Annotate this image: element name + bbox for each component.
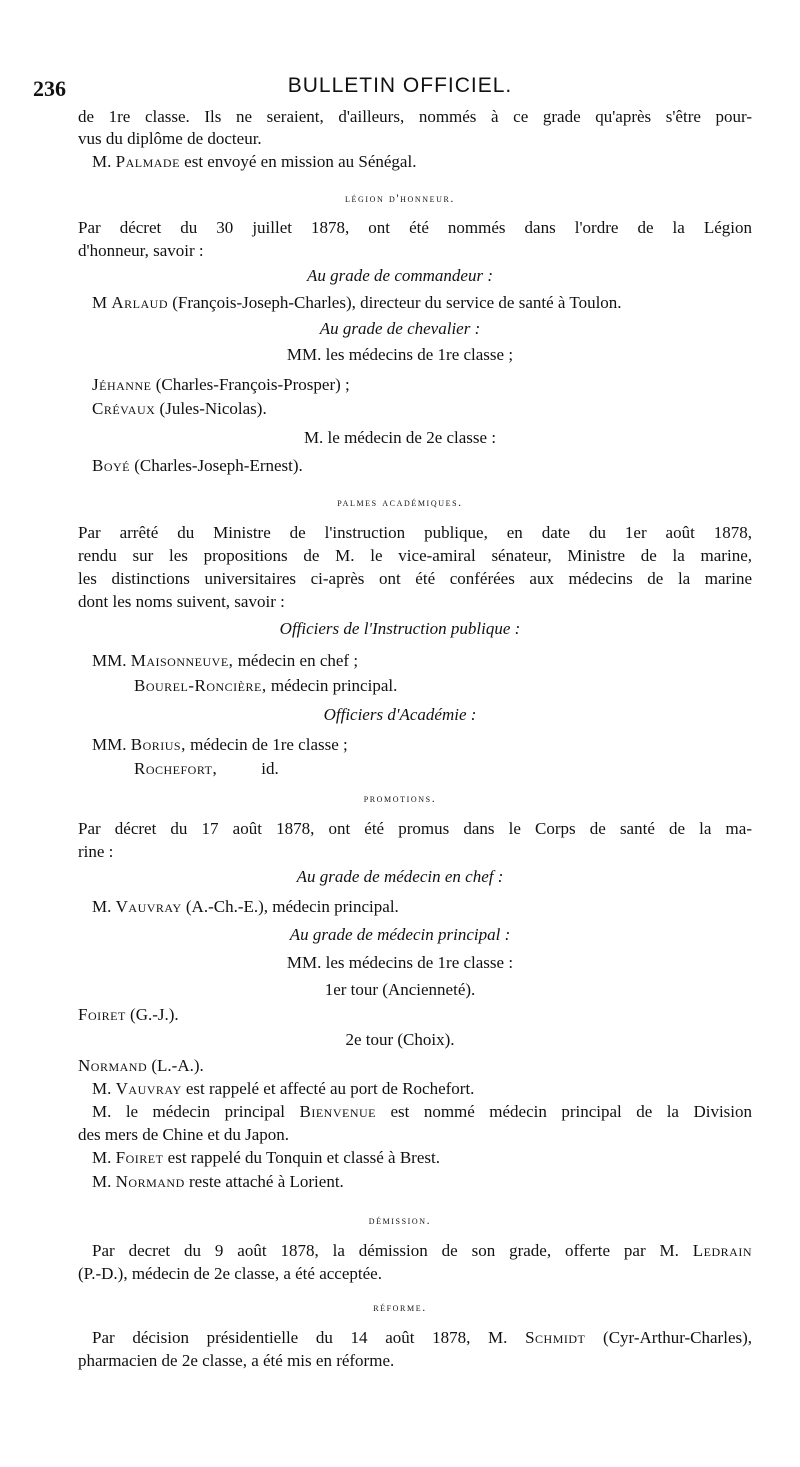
- text-line: Foiret (G.-J.).: [78, 1005, 179, 1024]
- person-name: Bienvenue: [299, 1102, 376, 1121]
- subheading: Officiers de l'Instruction publique :: [279, 619, 521, 638]
- page-title: BULLETIN OFFICIEL.: [287, 74, 513, 97]
- text-line: Jéhanne (Charles-François-Prosper) ;: [92, 375, 350, 394]
- person-name: Boyé: [92, 456, 131, 475]
- text-line: vus du diplôme de docteur.: [78, 129, 262, 148]
- person-name: Normand: [115, 1172, 185, 1191]
- person-name: Maisonneuve,: [130, 651, 234, 670]
- person-name: Foiret: [78, 1005, 126, 1024]
- text-line: Par décret du 30 juillet 1878, ont été nommés dans l'ordre de la Légion: [78, 218, 752, 237]
- person-name: Crévaux: [92, 399, 156, 418]
- subheading: Au grade de commandeur :: [306, 266, 493, 285]
- text-line: M Arlaud (François-Joseph-Charles), directeur du service de santé à Toulon.: [92, 293, 622, 312]
- text-line: MM. Borius, médecin de 1re classe ;: [92, 735, 348, 754]
- section-heading: promotions.: [363, 791, 437, 805]
- text-line: les distinctions universitaires ci-après ont été conférées aux médecins de la marine: [78, 569, 752, 588]
- text-line: rine :: [78, 842, 114, 861]
- subheading: Au grade de médecin principal :: [289, 925, 511, 944]
- text-line: de 1re classe. Ils ne seraient, d'ailleurs, nommés à ce grade qu'après s'être pour-: [78, 107, 752, 126]
- person-name: Normand: [78, 1056, 148, 1075]
- person-name: Jéhanne: [92, 375, 152, 394]
- page-number: 236: [33, 76, 66, 101]
- text-line: Boyé (Charles-Joseph-Ernest).: [92, 456, 303, 475]
- text-line: M. Foiret est rappelé du Tonquin et classé à Brest.: [92, 1148, 440, 1167]
- text-line: d'honneur, savoir :: [78, 241, 204, 260]
- subheading: Au grade de chevalier :: [319, 319, 481, 338]
- section-heading: palmes académiques.: [337, 495, 463, 509]
- text-line: MM. les médecins de 1re classe ;: [286, 345, 514, 364]
- text-line: MM. les médecins de 1re classe :: [286, 953, 514, 972]
- text-line: dont les noms suivent, savoir :: [78, 592, 285, 611]
- person-name: Arlaud: [111, 293, 168, 312]
- text-line: 1er tour (Ancienneté).: [324, 980, 476, 999]
- text-line: pharmacien de 2e classe, a été mis en réforme.: [78, 1351, 395, 1370]
- text-line: Bourel-Roncière, médecin principal.: [134, 676, 398, 695]
- text-line: Crévaux (Jules-Nicolas).: [92, 399, 267, 418]
- person-name: Rochefort,: [134, 759, 218, 778]
- text-line: M. Vauvray (A.-Ch.-E.), médecin principal.: [92, 897, 399, 916]
- text-line: MM. Maisonneuve, médecin en chef ;: [92, 651, 359, 670]
- text-line: (P.-D.), médecin de 2e classe, a été acceptée.: [78, 1264, 382, 1283]
- subheading: Officiers d'Académie :: [323, 705, 477, 724]
- text-line: Par décret du 17 août 1878, ont été promus dans le Corps de santé de la ma-: [78, 819, 752, 838]
- text-line: rendu sur les propositions de M. le vice-amiral sénateur, Ministre de la marine,: [78, 546, 752, 565]
- text-line: M. Palmade est envoyé en mission au Sénégal.: [92, 152, 417, 171]
- text-line: 2e tour (Choix).: [345, 1030, 455, 1049]
- person-name: Foiret: [115, 1148, 164, 1167]
- text-line: Par decret du 9 août 1878, la démission de son grade, offerte par M. Ledrain: [92, 1241, 753, 1260]
- text-line: Par décision présidentielle du 14 août 1878, M. Schmidt (Cyr-Arthur-Charles),: [92, 1328, 753, 1347]
- person-name: Borius,: [130, 735, 186, 754]
- section-heading: légion d'honneur.: [344, 191, 456, 205]
- text-line: M. le médecin principal Bienvenue est nommé médecin principal de la Division: [92, 1102, 753, 1121]
- text-line: des mers de Chine et du Japon.: [78, 1125, 290, 1144]
- person-name: Palmade: [115, 152, 180, 171]
- text-line: M. Vauvray est rappelé et affecté au port de Rochefort.: [92, 1079, 475, 1098]
- subheading: Au grade de médecin en chef :: [296, 867, 504, 886]
- person-name: Vauvray: [115, 897, 182, 916]
- text-line: Normand (L.-A.).: [78, 1056, 204, 1075]
- person-name: Ledrain: [692, 1241, 753, 1260]
- text-line: M. Normand reste attaché à Lorient.: [92, 1172, 344, 1191]
- text-line: Par arrêté du Ministre de l'instruction publique, en date du 1er août 1878,: [78, 523, 752, 542]
- person-name: Schmidt: [525, 1328, 586, 1347]
- person-name: Bourel-Roncière,: [134, 676, 267, 695]
- section-heading: réforme.: [373, 1300, 427, 1314]
- text-line: M. le médecin de 2e classe :: [303, 428, 497, 447]
- text-line: Rochefort, id.: [134, 759, 279, 778]
- person-name: Vauvray: [115, 1079, 182, 1098]
- section-heading: démission.: [368, 1213, 432, 1227]
